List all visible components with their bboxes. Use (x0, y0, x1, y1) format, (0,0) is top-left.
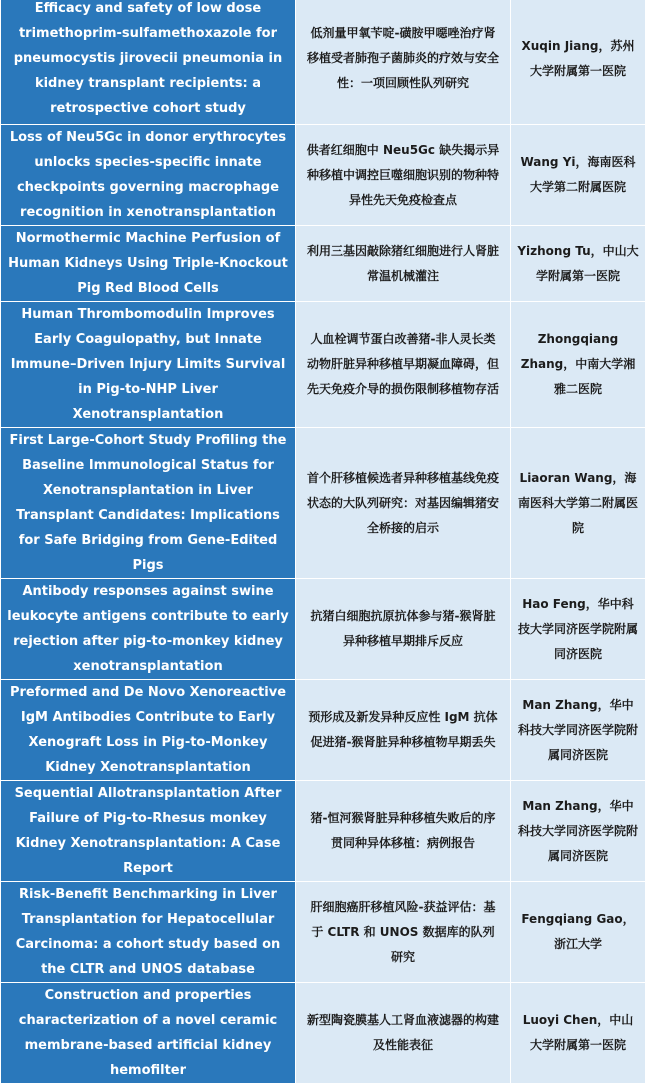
table-row (1, 983, 645, 1084)
english-title-cell: Antibody responses against swine leukocyte antigens contribute to early rejection after pig-to-monkey kidney xenotransplantation (1, 579, 296, 680)
table-row (1, 302, 645, 428)
author-cell: Fengqiang Gao，浙江大学 (511, 882, 645, 983)
chinese-title-cell: 低剂量甲氧苄啶-磺胺甲噁唑治疗肾移植受者肺孢子菌肺炎的疗效与安全性：一项回顾性队列研究 (296, 0, 511, 125)
author-cell: Liaoran Wang，海南医科大学第二附属医院 (511, 428, 645, 579)
table-row (1, 226, 645, 302)
chinese-title-cell: 供者红细胞中 Neu5Gc 缺失揭示异种移植中调控巨噬细胞识别的物种特异性先天免疫检查点 (296, 125, 511, 226)
chinese-title-cell: 利用三基因敲除猪红细胞进行人肾脏常温机械灌注 (296, 226, 511, 302)
english-title-cell: First Large-Cohort Study Profiling the Baseline Immunological Status for Xenotransplantation in Liver Transplant Candidates: Implications for Safe Bridging from Gene-Edited Pigs (1, 428, 296, 579)
english-title-cell: Sequential Allotransplantation After Failure of Pig-to-Rhesus monkey Kidney Xenotransplantation: A Case Report (1, 781, 296, 882)
table-row (1, 882, 645, 983)
author-cell: Man Zhang，华中科技大学同济医学院附属同济医院 (511, 680, 645, 781)
author-cell: Zhongqiang Zhang，中南大学湘雅二医院 (511, 302, 645, 428)
table-row (1, 125, 645, 226)
author-cell: Man Zhang，华中科技大学同济医学院附属同济医院 (511, 781, 645, 882)
author-cell: Hao Feng，华中科技大学同济医学院附属同济医院 (511, 579, 645, 680)
english-title-cell: Normothermic Machine Perfusion of Human Kidneys Using Triple-Knockout Pig Red Blood Cells (1, 226, 296, 302)
english-title-cell: Loss of Neu5Gc in donor erythrocytes unlocks species-specific innate checkpoints governing macrophage recognition in xenotransplantation (1, 125, 296, 226)
author-cell: Wang Yi，海南医科大学第二附属医院 (511, 125, 645, 226)
english-title-cell: Efficacy and safety of low dose trimethoprim-sulfamethoxazole for pneumocystis jirovecii pneumonia in kidney transplant recipients: a retrospective cohort study (1, 0, 296, 125)
table-row (1, 0, 645, 125)
chinese-title-cell: 新型陶瓷膜基人工肾血液滤器的构建及性能表征 (296, 983, 511, 1084)
table-row (1, 781, 645, 882)
author-cell: Luoyi Chen，中山大学附属第一医院 (511, 983, 645, 1084)
english-title-cell: Risk-Benefit Benchmarking in Liver Transplantation for Hepatocellular Carcinoma: a cohort study based on the CLTR and UNOS database (1, 882, 296, 983)
author-cell: Yizhong Tu，中山大学附属第一医院 (511, 226, 645, 302)
table-row (1, 680, 645, 781)
table-row (1, 428, 645, 579)
author-cell: Xuqin Jiang，苏州大学附属第一医院 (511, 0, 645, 125)
english-title-cell: Preformed and De Novo Xenoreactive IgM Antibodies Contribute to Early Xenograft Loss in Pig-to-Monkey Kidney Xenotransplantation (1, 680, 296, 781)
chinese-title-cell: 肝细胞癌肝移植风险-获益评估：基于 CLTR 和 UNOS 数据库的队列研究 (296, 882, 511, 983)
chinese-title-cell: 人血栓调节蛋白改善猪-非人灵长类动物肝脏异种移植早期凝血障碍，但先天免疫介导的损伤限制移植物存活 (296, 302, 511, 428)
table-row (1, 579, 645, 680)
english-title-cell: Human Thrombomodulin Improves Early Coagulopathy, but Innate Immune–Driven Injury Limits Survival in Pig-to-NHP Liver Xenotransplantation (1, 302, 296, 428)
chinese-title-cell: 抗猪白细胞抗原抗体参与猪-猴肾脏异种移植早期排斥反应 (296, 579, 511, 680)
chinese-title-cell: 猪-恒河猴肾脏异种移植失败后的序贯同种异体移植：病例报告 (296, 781, 511, 882)
english-title-cell: Construction and properties characterization of a novel ceramic membrane-based artificial kidney hemofilter (1, 983, 296, 1084)
chinese-title-cell: 预形成及新发异种反应性 IgM 抗体促进猪-猴肾脏异种移植物早期丢失 (296, 680, 511, 781)
chinese-title-cell: 首个肝移植候选者异种移植基线免疫状态的大队列研究：对基因编辑猪安全桥接的启示 (296, 428, 511, 579)
